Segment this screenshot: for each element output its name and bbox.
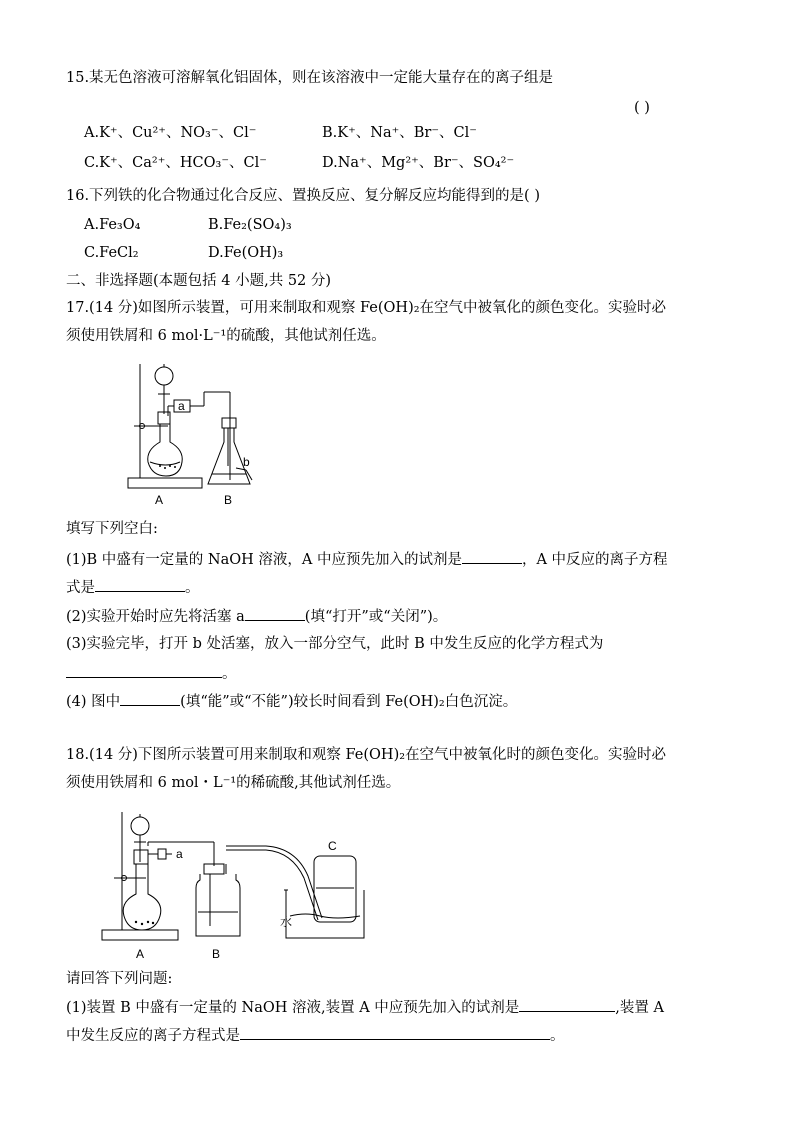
q17-part2-blank[interactable] — [245, 606, 305, 621]
q17-part3-blank[interactable] — [66, 663, 222, 678]
q18-apparatus-figure — [96, 806, 370, 964]
q17-part4 — [66, 691, 517, 712]
q17-label-B: B — [224, 493, 233, 507]
q17-stem-line2: 须使用铁屑和 6 mol·L⁻¹的硫酸，其他试剂任选。 — [66, 328, 386, 344]
q17-part2-text-b: (填“打开”或“关闭”)。 — [304, 609, 448, 625]
q17-label-b: b — [243, 455, 250, 469]
q17-part3-line1: (3)实验完毕，打开 b 处活塞，放入一部分空气，此时 B 中发生反应的化学方程式为 — [66, 636, 604, 652]
q17-part1-line1 — [66, 549, 668, 570]
q16-option-d: D.Fe(OH)₃ — [208, 245, 284, 261]
q15-stem: 15.某无色溶液可溶解氧化铝固体，则在该溶液中一定能大量存在的离子组是 — [66, 70, 554, 86]
q16-option-a: A.Fe₃O₄ — [84, 217, 141, 233]
q17-part2-text-a: (2)实验开始时应先将活塞 a — [66, 609, 245, 625]
q17-part3-line2 — [66, 663, 237, 684]
q18-label-water: 水 — [280, 915, 293, 929]
q18-part1-text-d: 。 — [550, 1028, 565, 1044]
q17-part1-text-c: 式是 — [66, 580, 95, 596]
q18-part1-line1 — [66, 997, 664, 1018]
q18-part1-line2 — [66, 1025, 565, 1046]
q17-label-a: a — [178, 399, 185, 413]
q17-label-A: A — [155, 493, 164, 507]
q17-part4-text-b: (填“能”或“不能”)较长时间看到 Fe(OH)₂白色沉淀。 — [180, 694, 518, 710]
q18-part1-text-a: (1)装置 B 中盛有一定量的 NaOH 溶液,装置 A 中应预先加入的试剂是 — [66, 1000, 520, 1016]
q18-stem-line1: 18.(14 分)下图所示装置可用来制取和观察 Fe(OH)₂在空气中被氧化时的颜色变化。实验时必 — [66, 747, 667, 763]
q18-label-A: A — [136, 947, 145, 961]
q16-option-b: B.Fe₂(SO₄)₃ — [208, 217, 292, 233]
q17-part1-text-a: (1)B 中盛有一定量的 NaOH 溶液，A 中应预先加入的试剂是 — [66, 552, 462, 568]
q18-label-C: C — [328, 839, 337, 853]
q17-apparatus-figure — [120, 356, 270, 508]
q17-part1-blank1[interactable] — [462, 549, 522, 564]
q17-part1-text-b: ，A 中反应的离子方程 — [521, 552, 668, 568]
q17-part1-blank2[interactable] — [95, 577, 185, 592]
q15-option-b: B.K⁺、Na⁺、Br⁻、Cl⁻ — [322, 125, 477, 141]
q17-part1-line2 — [66, 577, 200, 598]
section-heading: 二、非选择题(本题包括 4 小题,共 52 分) — [66, 273, 332, 289]
q17-stem-line1: 17.(14 分)如图所示装置，可用来制取和观察 Fe(OH)₂在空气中被氧化的颜色变化。实验时必 — [66, 300, 667, 316]
q18-part1-text-b: ,装置 A — [615, 1000, 664, 1016]
q17-part1-text-d: 。 — [185, 580, 200, 596]
q17-part4-blank[interactable] — [120, 691, 180, 706]
q15-option-a: A.K⁺、Cu²⁺、NO₃⁻、Cl⁻ — [84, 125, 257, 141]
q18-part1-blank1[interactable] — [519, 997, 615, 1012]
q17-fill-intro: 填写下列空白: — [66, 521, 158, 537]
q15-option-c: C.K⁺、Ca²⁺、HCO₃⁻、Cl⁻ — [84, 155, 267, 171]
q18-label-a: a — [176, 847, 183, 861]
q18-part1-text-c: 中发生反应的离子方程式是 — [66, 1028, 240, 1044]
q17-part2 — [66, 606, 447, 627]
q16-option-c: C.FeCl₂ — [84, 245, 139, 261]
q17-part4-text-a: (4) 图中 — [66, 694, 121, 710]
q15-option-d: D.Na⁺、Mg²⁺、Br⁻、SO₄²⁻ — [322, 155, 515, 171]
q15-answer-paren: ( ) — [634, 100, 650, 116]
q18-label-B: B — [212, 947, 221, 961]
q16-stem: 16.下列铁的化合物通过化合反应、置换反应、复分解反应均能得到的是( ) — [66, 188, 540, 204]
q18-part1-blank2[interactable] — [240, 1025, 550, 1040]
q17-part3-text-b: 。 — [222, 666, 237, 682]
q18-ask: 请回答下列问题: — [66, 971, 173, 987]
q18-stem-line2: 须使用铁屑和 6 mol・L⁻¹的稀硫酸,其他试剂任选。 — [66, 775, 401, 791]
